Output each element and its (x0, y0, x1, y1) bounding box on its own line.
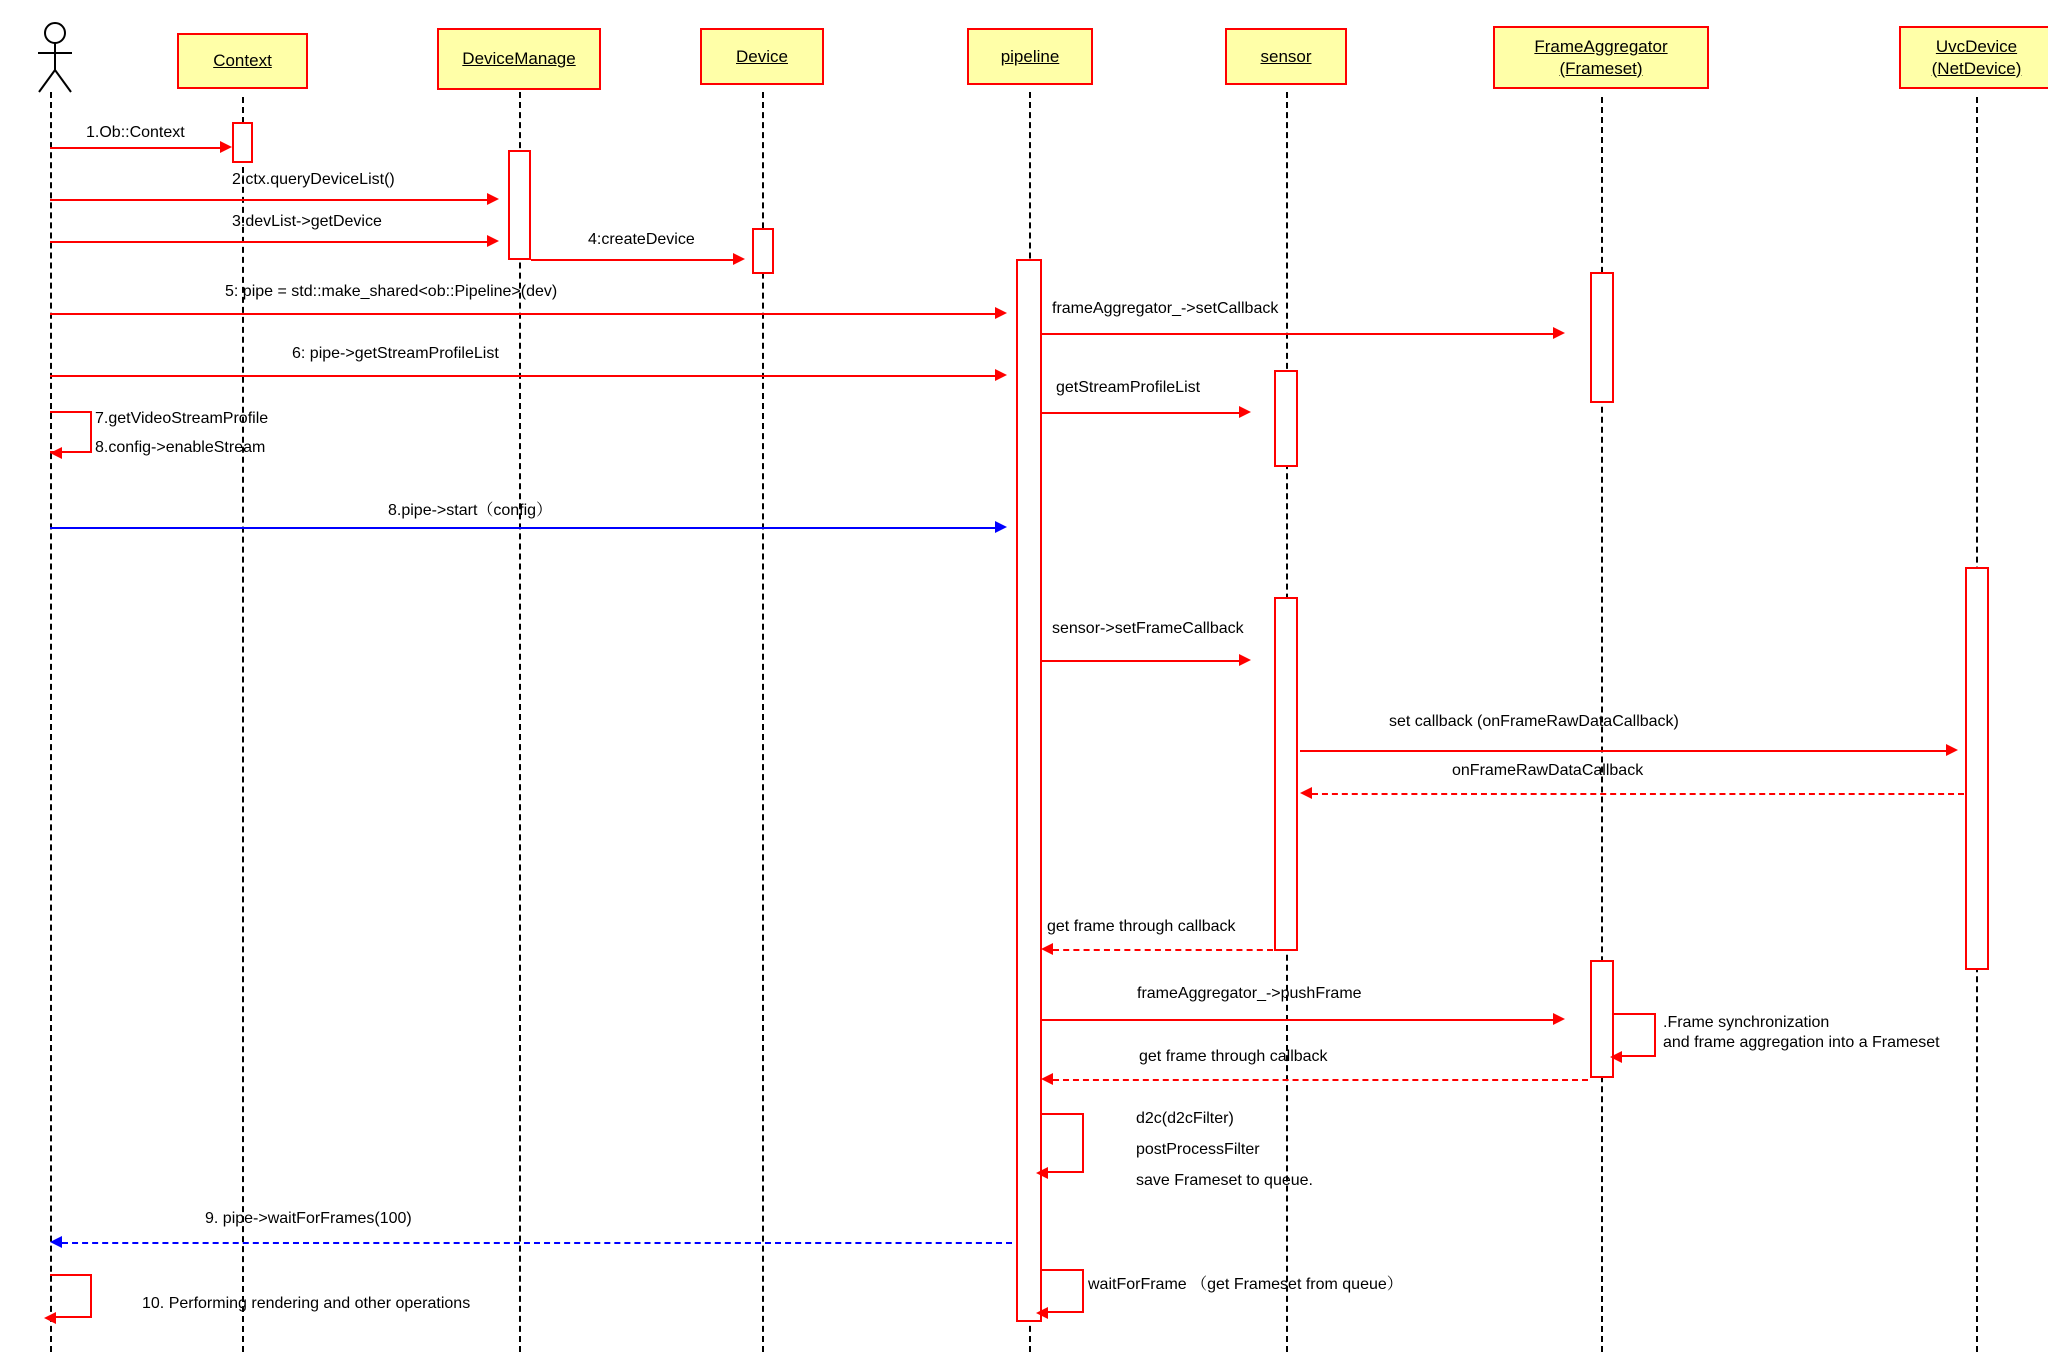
message-arrow-8 (1042, 412, 1241, 414)
message-arrowhead-12 (1239, 654, 1251, 666)
lifeline-actor (50, 92, 52, 1352)
selfloop-pipeline-1 (1042, 1113, 1084, 1173)
activation-uvcdevice-1 (1965, 567, 1989, 970)
selfloop-actor-2 (50, 1274, 92, 1318)
participant-uvcdevice[interactable] (1899, 26, 2048, 89)
message-arrow-16 (1042, 1019, 1555, 1021)
activation-devicemanage-1 (508, 150, 531, 260)
message-arrow-7 (50, 375, 997, 377)
message-label-14: onFrameRawDataCallback (1452, 762, 1644, 779)
message-label-23: 10. Performing rendering and other operations (142, 1295, 471, 1312)
activation-context-1 (232, 122, 253, 163)
message-label-22: waitForFrame （get Frameset from queue） (1088, 1276, 1403, 1293)
message-arrowhead-6 (1553, 327, 1565, 339)
message-label-2: 2:ctx.queryDeviceList() (232, 171, 395, 188)
message-arrowhead-21 (50, 1236, 62, 1248)
message-arrowhead-2 (487, 193, 499, 205)
participant-uvcdevice-sublabel: (NetDevice) (1931, 58, 2022, 78)
message-label-19: postProcessFilter (1136, 1141, 1260, 1158)
message-label-1: 1.Ob::Context (86, 124, 185, 141)
message-arrow-4 (531, 259, 735, 261)
selfloop-pipeline-2 (1042, 1269, 1084, 1313)
message-label-18: d2c(d2cFilter) (1136, 1110, 1234, 1127)
message-arrowhead-17 (1041, 1073, 1053, 1085)
message-arrowhead-11 (995, 521, 1007, 533)
selfloop-arrowhead-frameaggregator (1610, 1051, 1622, 1063)
message-label-16: frameAggregator_->pushFrame (1137, 985, 1362, 1002)
message-arrowhead-7 (995, 369, 1007, 381)
participant-context[interactable] (177, 33, 308, 89)
message-arrow-3 (50, 241, 490, 243)
message-label-9: 7.getVideoStreamProfile (95, 410, 269, 427)
participant-context-label: Context (213, 51, 272, 71)
activation-frameaggregator-1 (1590, 272, 1614, 403)
selfloop-arrowhead-pipeline-1 (1036, 1167, 1048, 1179)
message-arrow-14 (1312, 793, 1964, 795)
participant-frameaggregator-sublabel: (Frameset) (1559, 58, 1643, 78)
message-arrowhead-1 (220, 141, 232, 153)
message-label-10: 8.config->enableStream (95, 439, 266, 456)
message-label-8: getStreamProfileList (1056, 379, 1201, 396)
selfloop-arrowhead-actor-2 (44, 1312, 56, 1324)
activation-pipeline-1 (1016, 259, 1042, 1322)
message-label-6: frameAggregator_->setCallback (1052, 300, 1279, 317)
lifeline-device (762, 92, 764, 1352)
participant-sensor-label: sensor (1260, 46, 1312, 66)
message-arrow-15 (1053, 949, 1273, 951)
message-label-3: 3:devList->getDevice (232, 213, 382, 230)
message-arrow-1 (50, 147, 224, 149)
message-arrow-2 (50, 199, 490, 201)
message-label-21: 9. pipe->waitForFrames(100) (205, 1210, 412, 1227)
participant-pipeline[interactable] (967, 28, 1093, 85)
message-arrow-6 (1042, 333, 1555, 335)
message-label-7: 6: pipe->getStreamProfileList (292, 345, 499, 362)
participant-devicemanage[interactable] (437, 28, 601, 90)
participant-frameaggregator-label: FrameAggregator (1534, 37, 1668, 57)
message-arrow-5 (50, 313, 997, 315)
message-arrowhead-13 (1946, 744, 1958, 756)
note-frame-sync-line2: and frame aggregation into a Frameset (1663, 1034, 1940, 1051)
message-arrow-21 (62, 1242, 1012, 1244)
message-arrowhead-4 (733, 253, 745, 265)
message-arrowhead-15 (1041, 943, 1053, 955)
activation-sensor-1 (1274, 370, 1298, 467)
message-arrow-11 (50, 527, 997, 529)
participant-device-label: Device (736, 46, 788, 66)
participant-devicemanage-label: DeviceManage (462, 49, 576, 69)
message-label-15: get frame through callback (1047, 918, 1236, 935)
participant-device[interactable] (700, 28, 824, 85)
message-arrowhead-16 (1553, 1013, 1565, 1025)
message-arrowhead-8 (1239, 406, 1251, 418)
message-label-17: get frame through callback (1139, 1048, 1328, 1065)
message-arrowhead-5 (995, 307, 1007, 319)
message-label-13: set callback (onFrameRawDataCallback) (1389, 713, 1679, 730)
selfloop-arrowhead-pipeline-2 (1036, 1307, 1048, 1319)
message-arrowhead-9 (50, 447, 62, 459)
message-arrow-17 (1053, 1079, 1588, 1081)
message-label-11: 8.pipe->start（config） (388, 502, 553, 519)
participant-frameaggregator[interactable] (1493, 26, 1709, 89)
message-arrowhead-14 (1300, 787, 1312, 799)
participant-uvcdevice-label: UvcDevice (1935, 37, 2018, 57)
message-label-12: sensor->setFrameCallback (1052, 620, 1244, 637)
message-label-5: 5: pipe = std::make_shared<ob::Pipeline>(dev) (225, 283, 558, 300)
message-label-20: save Frameset to queue. (1136, 1172, 1313, 1189)
note-frame-sync-line1: .Frame synchronization (1663, 1014, 1830, 1031)
actor-icon (30, 22, 90, 94)
message-arrow-13 (1300, 750, 1948, 752)
activation-sensor-2 (1274, 597, 1298, 951)
lifeline-devicemanage (519, 92, 521, 1352)
participant-pipeline-label: pipeline (1000, 46, 1060, 66)
activation-device-1 (752, 228, 774, 274)
message-arrowhead-3 (487, 235, 499, 247)
message-arrow-12 (1042, 660, 1241, 662)
participant-sensor[interactable] (1225, 28, 1347, 85)
message-label-4: 4:createDevice (588, 231, 695, 248)
